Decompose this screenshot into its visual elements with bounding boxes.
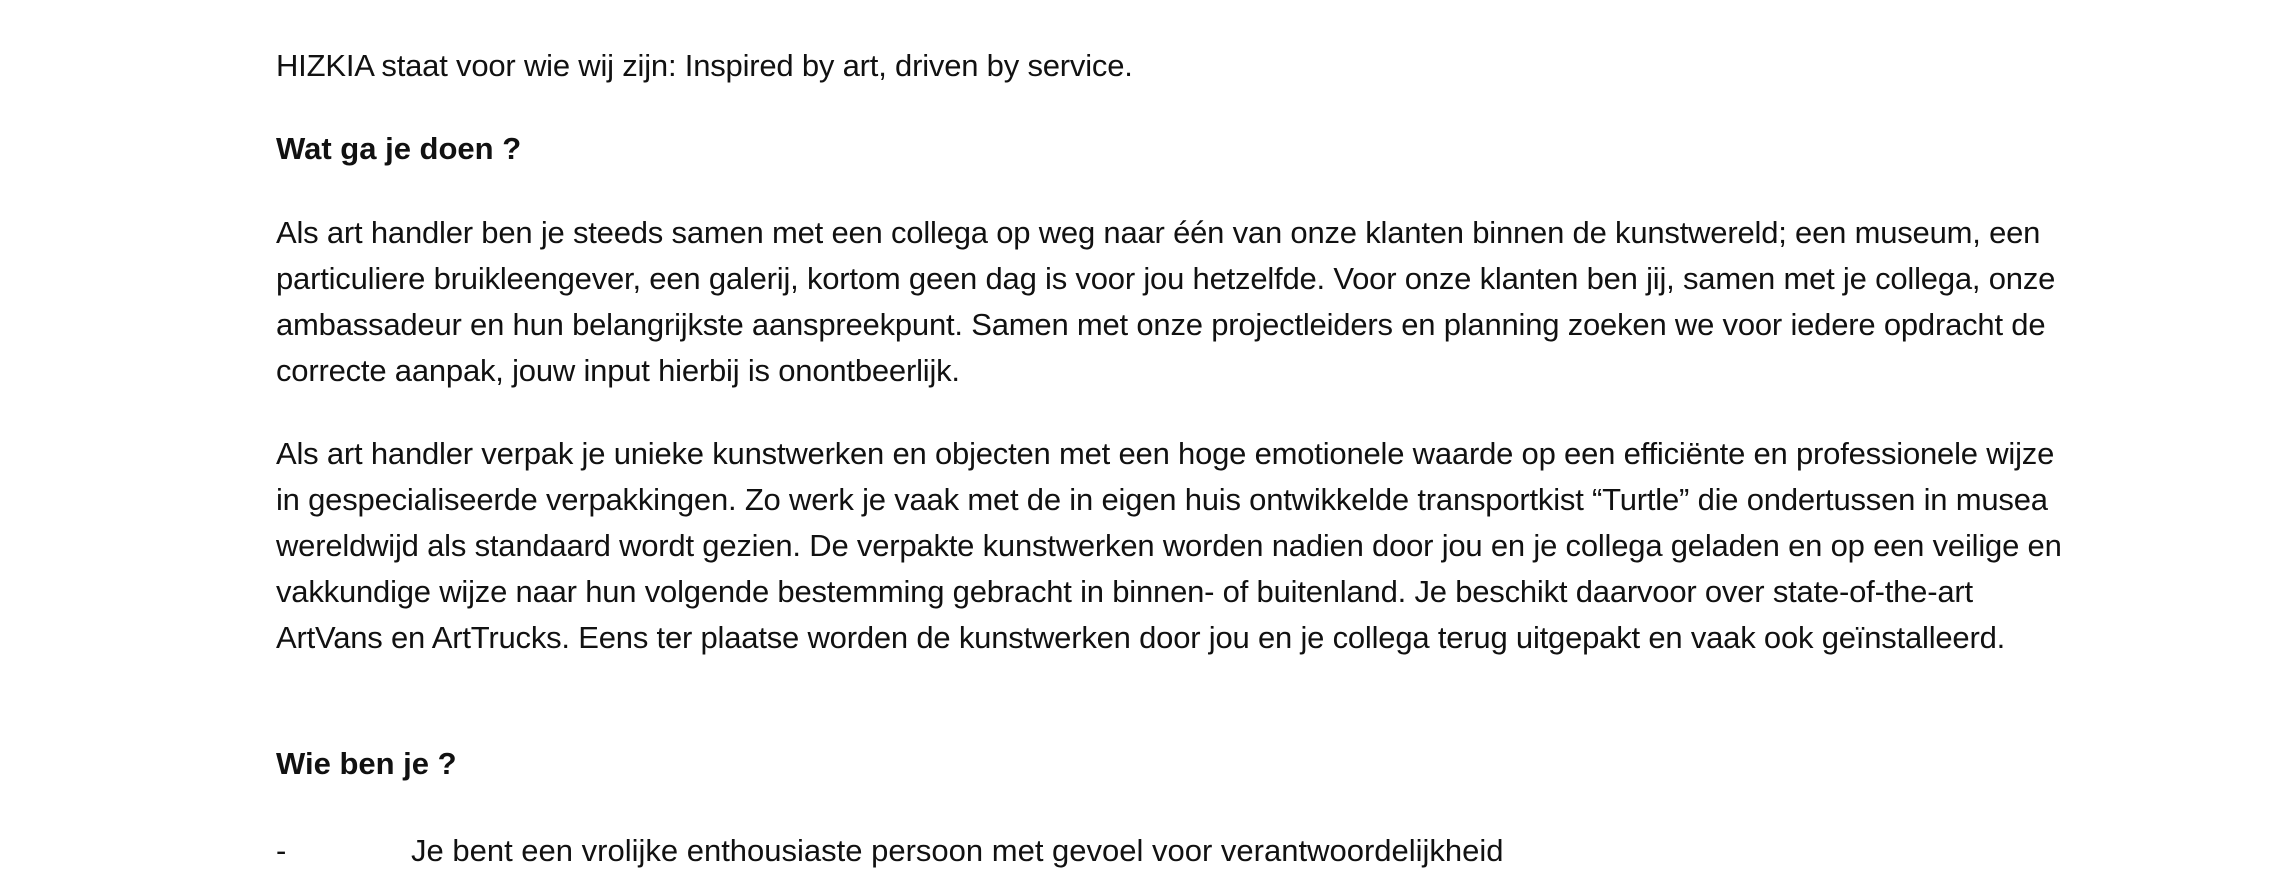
bullet-text: Je bent een vrolijke enthousiaste persoon met gevoel voor verantwoordelijkheid (411, 833, 1504, 868)
section-heading-profile: Wie ben je ? (276, 746, 457, 781)
document-page (276, 0, 2096, 868)
paragraph-tasks-2: Als art handler verpak je unieke kunstwerken en objecten met een hoge emotionele waarde op een efficiënte en professionele wijze in gespecialiseerde verpakkingen. Zo werk je vaak met de in eigen huis ontwikkelde transportkist “Turtle” die ondertussen in musea wereldwijd als standaard wordt gezien. De verpakte kunstwerken worden nadien door jou en je collega geladen en op een veilige en vakkundige wijze naar hun volgende bestemming gebracht in binnen- of buitenland. Je beschikt daarvoor over state-of-the-art ArtVans en ArtTrucks. Eens ter plaatse worden de kunstwerken door jou en je collega terug uitgepakt en vaak ook geïnstalleerd. (276, 436, 2062, 655)
bullet-item (276, 828, 2076, 874)
section-heading-tasks: Wat ga je doen ? (276, 131, 522, 166)
paragraph-tasks-1: Als art handler ben je steeds samen met een collega op weg naar één van onze klanten binnen de kunstwereld; een museum, een particuliere bruikleengever, een galerij, kortom geen dag is voor jou hetzelfde. Voor onze klanten ben jij, samen met je collega, onze ambassadeur en hun belangrijkste aanspreekpunt. Samen met onze projectleiders en planning zoeken we voor iedere opdracht de correcte aanpak, jouw input hierbij is onontbeerlijk. (276, 215, 2056, 388)
intro-text: HIZKIA staat voor wie wij zijn: Inspired by art, driven by service. (276, 48, 1133, 83)
bullet-marker: - (276, 833, 287, 868)
